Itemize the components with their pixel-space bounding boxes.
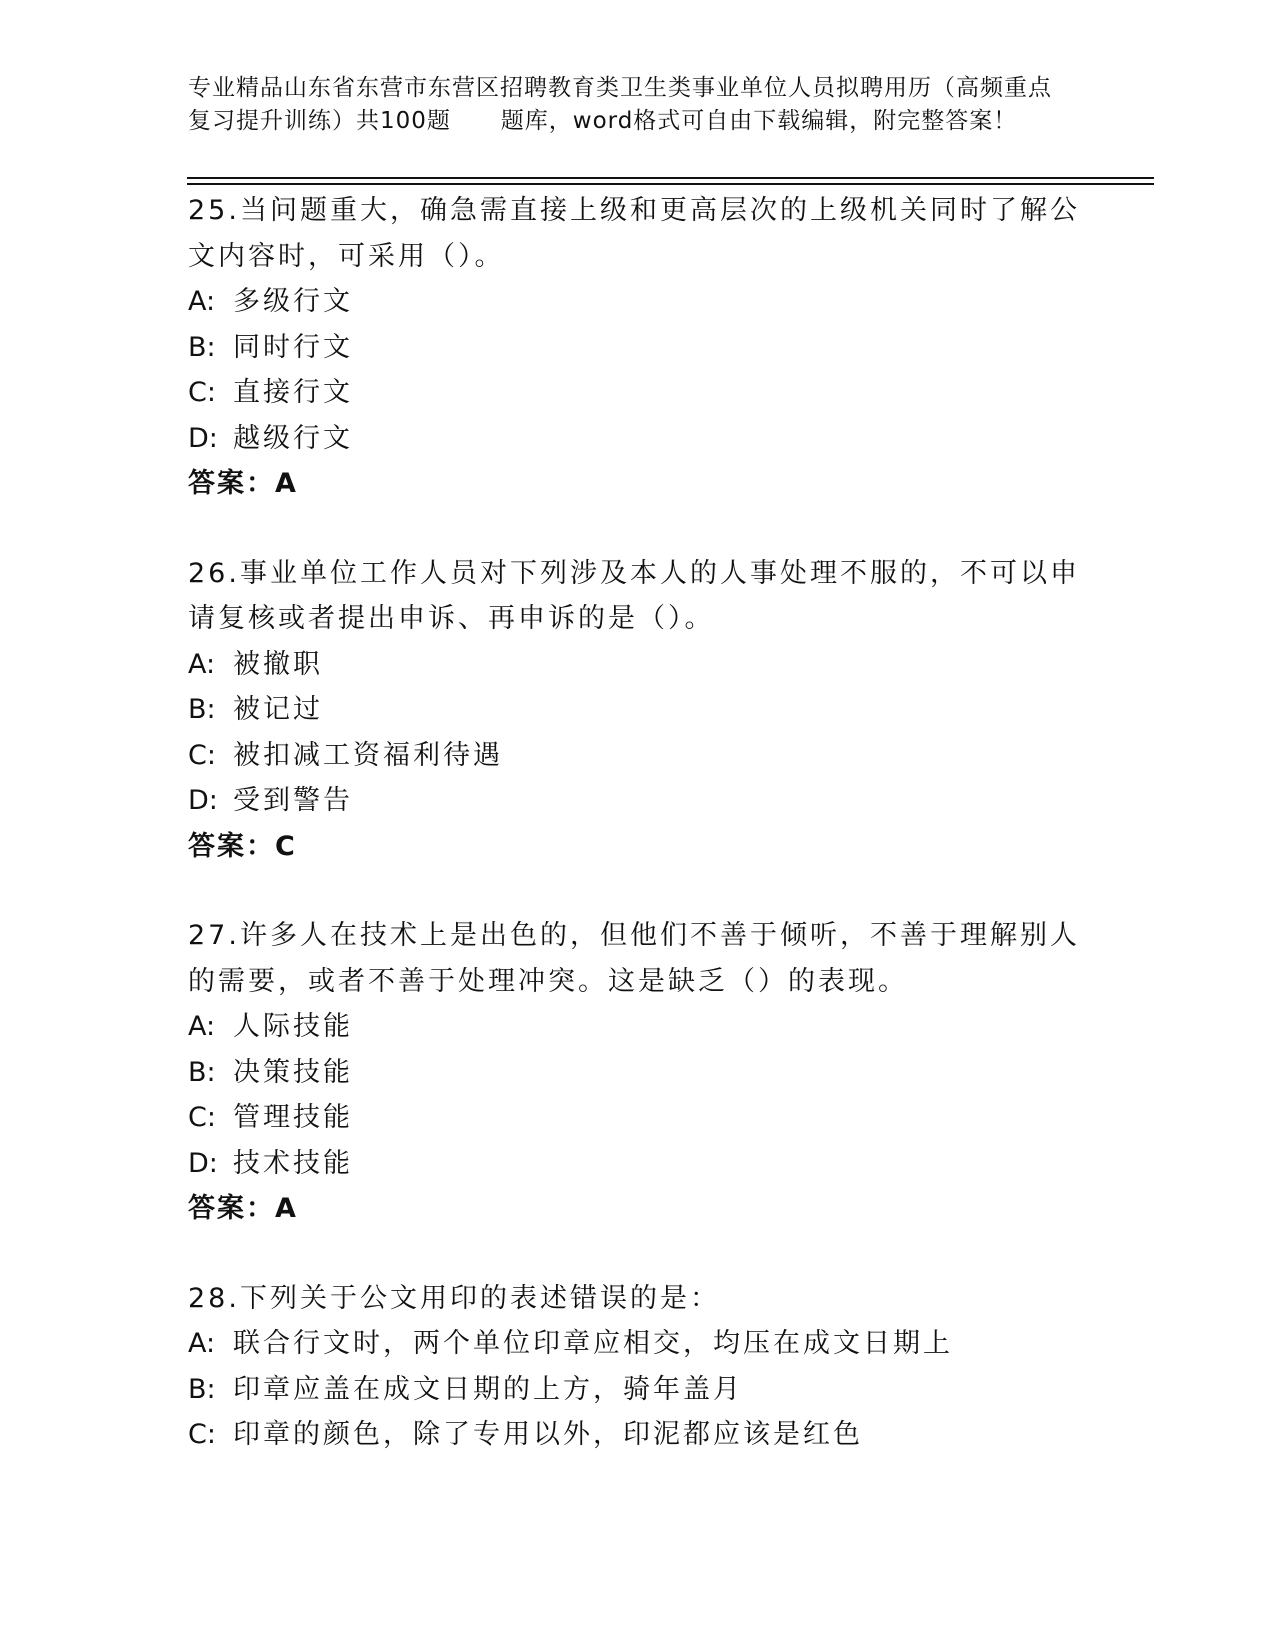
option-key: B: xyxy=(188,1056,216,1088)
option-key: C: xyxy=(188,739,216,771)
option-text: 印章应盖在成文日期的上方，骑年盖月 xyxy=(233,1373,743,1405)
question-stem: 27.许多人在技术上是出色的，但他们不善于倾听，不善于理解别人的需要，或者不善于处理冲突。这是缺乏（）的表现。 xyxy=(188,920,1080,997)
option-text: 受到警告 xyxy=(233,785,353,816)
option-key: D: xyxy=(188,1147,218,1179)
answer: 答案：A xyxy=(188,468,298,499)
option-text: 被扣减工资福利待遇 xyxy=(233,739,503,771)
option-c xyxy=(188,1412,1088,1458)
option-text: 直接行文 xyxy=(233,377,353,408)
option-key: A: xyxy=(188,1328,216,1359)
option-text: 决策技能 xyxy=(233,1056,353,1088)
option-text: 管理技能 xyxy=(233,1102,353,1133)
option-d xyxy=(188,416,1088,462)
header-line-2: 复习提升训练）共100题 题库，word格式可自由下载编辑，附完整答案！ xyxy=(188,108,1018,134)
question-28 xyxy=(188,1276,1088,1458)
option-text: 同时行文 xyxy=(233,331,353,363)
option-key: C: xyxy=(188,1102,216,1133)
question-stem: 26.事业单位工作人员对下列涉及本人的人事处理不服的，不可以申请复核或者提出申诉、再申诉的是（）。 xyxy=(188,557,1080,634)
option-c xyxy=(188,733,1088,779)
option-text: 印章的颜色，除了专用以外，印泥都应该是红色 xyxy=(233,1419,863,1450)
option-a xyxy=(188,1004,1088,1050)
option-text: 被撤职 xyxy=(233,648,323,680)
document-header xyxy=(188,72,1088,138)
question-stem: 28.下列关于公文用印的表述错误的是： xyxy=(188,1282,720,1314)
option-b xyxy=(188,325,1088,371)
option-text: 越级行文 xyxy=(233,422,353,454)
option-key: D: xyxy=(188,785,218,816)
option-d xyxy=(188,1141,1088,1187)
option-key: C: xyxy=(188,1419,216,1450)
option-b xyxy=(188,1050,1088,1096)
header-line-1: 专业精品山东省东营市东营区招聘教育类卫生类事业单位人员拟聘用历（高频重点 xyxy=(188,75,1052,101)
option-text: 被记过 xyxy=(233,694,323,725)
option-a xyxy=(188,1321,1088,1367)
option-key: B: xyxy=(188,331,216,363)
option-key: A: xyxy=(188,1011,216,1042)
option-text: 人际技能 xyxy=(233,1011,353,1042)
option-key: A: xyxy=(188,286,216,317)
option-c xyxy=(188,370,1088,416)
answer: 答案：A xyxy=(188,1193,298,1224)
option-d xyxy=(188,778,1088,824)
option-text: 技术技能 xyxy=(233,1147,353,1179)
option-a xyxy=(188,279,1088,325)
option-text: 联合行文时，两个单位印章应相交，均压在成文日期上 xyxy=(233,1328,953,1359)
header-rule-bottom xyxy=(187,183,1154,185)
option-key: A: xyxy=(188,648,216,680)
option-b xyxy=(188,1367,1088,1413)
option-key: C: xyxy=(188,377,216,408)
option-c xyxy=(188,1095,1088,1141)
question-27 xyxy=(188,913,1088,1232)
option-text: 多级行文 xyxy=(233,286,353,317)
header-rule-top xyxy=(187,177,1154,179)
question-25 xyxy=(188,188,1088,507)
option-key: B: xyxy=(188,1373,216,1405)
option-a xyxy=(188,642,1088,688)
option-key: B: xyxy=(188,694,216,725)
question-26 xyxy=(188,551,1088,870)
question-stem: 25.当问题重大，确急需直接上级和更高层次的上级机关同时了解公文内容时，可采用（）。 xyxy=(188,195,1080,272)
answer: 答案：C xyxy=(188,830,297,862)
option-key: D: xyxy=(188,422,218,454)
question-list xyxy=(188,188,1088,1502)
option-b xyxy=(188,687,1088,733)
